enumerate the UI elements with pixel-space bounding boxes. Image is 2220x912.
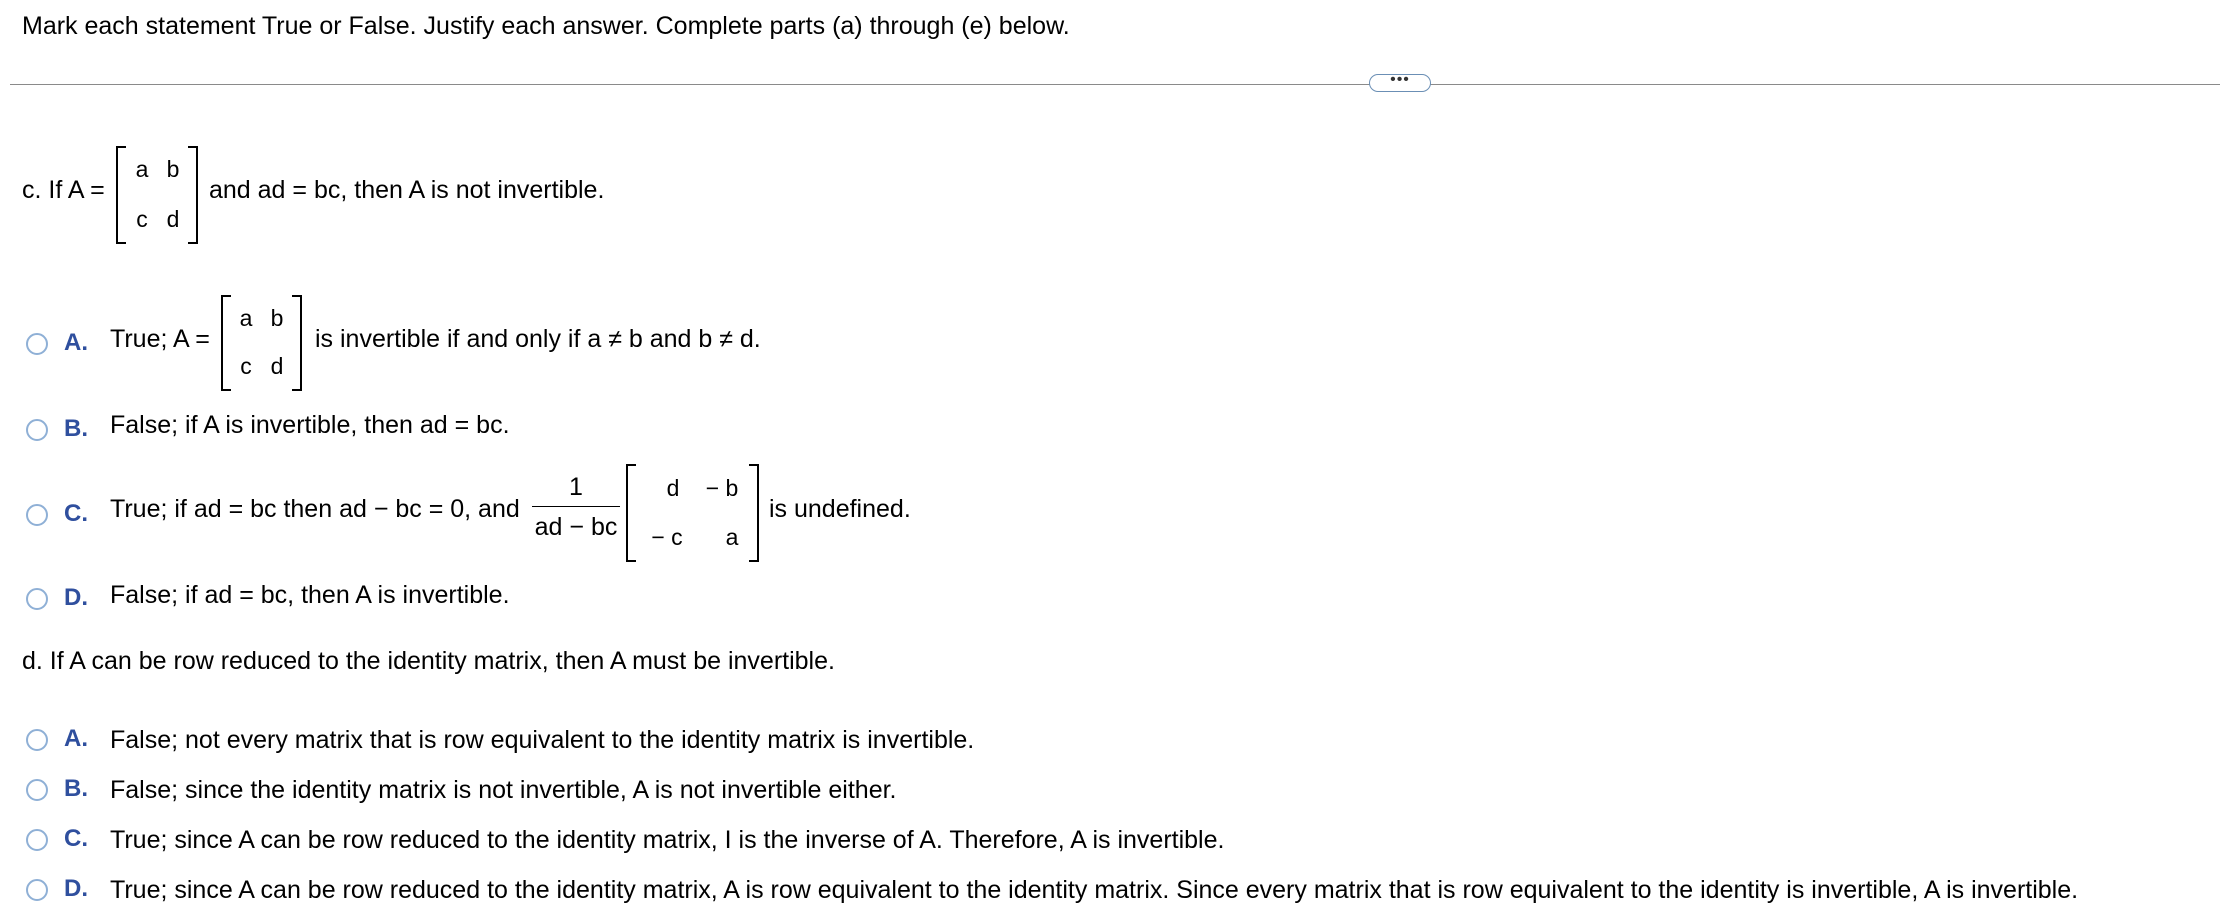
radio-button[interactable] [26,588,48,610]
matrix-cell: d [166,206,180,232]
matrix-cell: − c [651,524,683,550]
fraction-denominator: ad − bc [534,513,618,541]
matrix-cell: d [666,475,680,501]
more-button[interactable]: ••• [1369,74,1431,92]
matrix-cell: b [166,156,180,182]
option-text: False; if A is invertible, then ad = bc. [110,411,510,439]
option-letter: B. [64,415,88,442]
radio-button[interactable] [26,879,48,901]
option-text: is invertible if and only if a ≠ b and b ≠ d. [315,325,761,353]
radio-button[interactable] [26,829,48,851]
matrix-cell: a [135,156,149,182]
matrix-cell: a [725,524,739,550]
matrix-cell: − b [705,475,739,501]
matrix-cell: b [270,305,284,331]
fraction-bar [532,506,620,507]
matrix-right-bracket [188,146,198,244]
option-letter: A. [64,329,88,356]
radio-button[interactable] [26,333,48,355]
option-text: False; if ad = bc, then A is invertible. [110,581,510,609]
radio-button[interactable] [26,419,48,441]
option-text: False; not every matrix that is row equivalent to the identity matrix is invertible. [110,726,975,754]
part-c-suffix: and ad = bc, then A is not invertible. [209,176,605,204]
option-text: False; since the identity matrix is not invertible, A is not invertible either. [110,776,897,804]
fraction-numerator: 1 [569,473,583,501]
option-text: True; since A can be row reduced to the identity matrix, I is the inverse of A. Therefore, A is invertible. [110,826,1225,854]
radio-button[interactable] [26,504,48,526]
matrix-right-bracket [749,464,759,562]
radio-button[interactable] [26,779,48,801]
option-letter: D. [64,584,88,611]
matrix-left-bracket [116,146,126,244]
matrix-cell: a [239,305,253,331]
option-letter: C. [64,825,88,852]
option-letter: B. [64,775,88,802]
option-letter: C. [64,500,88,527]
divider [10,84,2220,85]
option-text: is undefined. [769,495,911,523]
matrix-right-bracket [292,295,302,391]
matrix-cell: d [270,353,284,379]
part-c-prefix: c. If A = [22,176,105,204]
option-letter: A. [64,725,88,752]
matrix-left-bracket [626,464,636,562]
matrix-left-bracket [221,295,231,391]
matrix-cell: c [136,206,148,232]
instruction-text: Mark each statement True or False. Justify each answer. Complete parts (a) through (e) below. [22,12,1070,40]
part-d-statement: d. If A can be row reduced to the identity matrix, then A must be invertible. [22,647,835,675]
radio-button[interactable] [26,729,48,751]
option-text: True; since A can be row reduced to the identity matrix, A is row equivalent to the identity matrix. Since every matrix that is row equivalent to the identity is invertible, A is invertible. [110,876,2079,904]
option-text: True; A = [110,325,210,353]
option-text: True; if ad = bc then ad − bc = 0, and [110,495,520,523]
matrix-cell: c [240,353,252,379]
option-letter: D. [64,875,88,902]
